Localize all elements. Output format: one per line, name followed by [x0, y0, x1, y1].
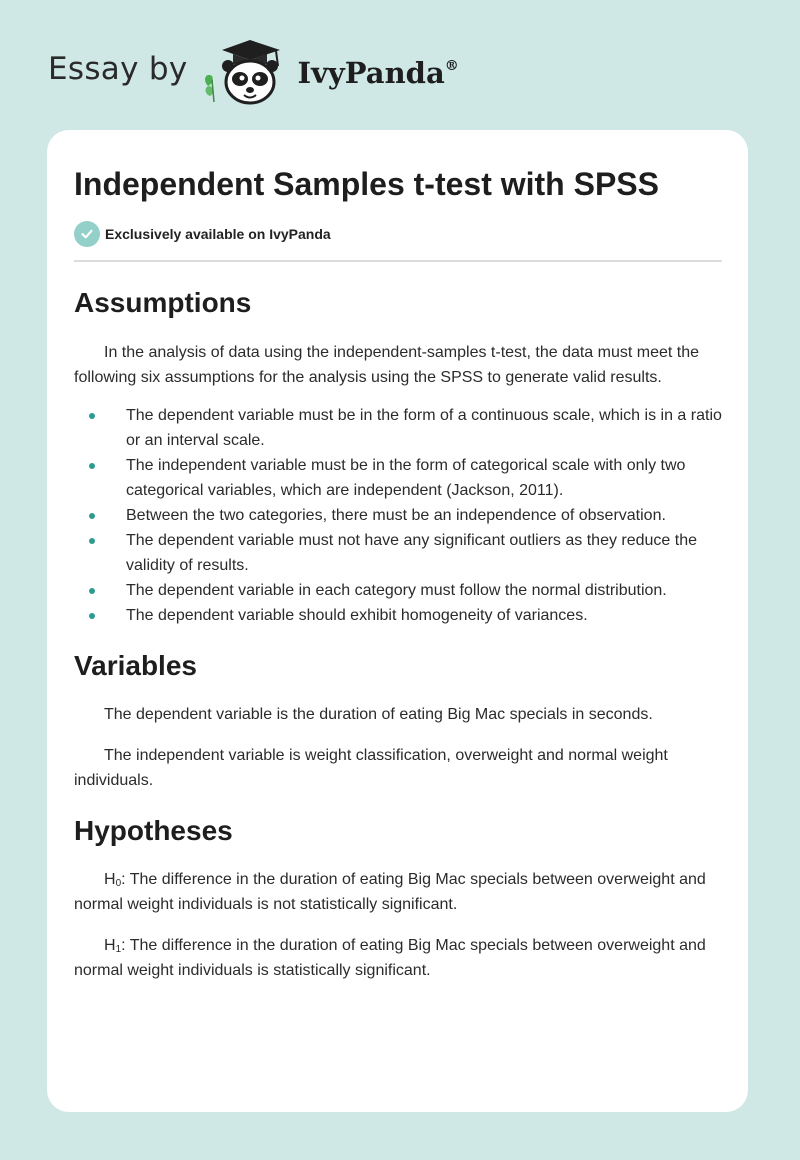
h0-subscript: 0	[115, 878, 122, 889]
panda-logo-icon[interactable]	[200, 36, 292, 108]
registered-mark: ®	[444, 58, 459, 74]
page-title: Independent Samples t-test with SPSS	[74, 166, 659, 202]
check-icon	[74, 221, 100, 247]
list-item: The dependent variable must not have any significant outliers as they reduce the validity of results.	[74, 528, 722, 578]
section-heading-assumptions: Assumptions	[74, 287, 252, 318]
h1-subscript: 1	[115, 944, 122, 955]
variables-dependent: The dependent variable is the duration of eating Big Mac specials in seconds.	[104, 706, 653, 723]
list-item: The dependent variable in each category must follow the normal distribution.	[74, 578, 722, 603]
list-item: The dependent variable should exhibit homogeneity of variances.	[74, 603, 722, 628]
exclusive-badge	[74, 220, 722, 248]
brand-name[interactable]	[298, 56, 459, 90]
divider	[74, 260, 722, 262]
h0-prefix: H	[104, 871, 116, 888]
assumptions-list	[74, 403, 722, 628]
essay-card	[47, 130, 748, 1112]
list-item: Between the two categories, there must be an independence of observation.	[74, 503, 722, 528]
section-heading-hypotheses: Hypotheses	[74, 815, 233, 846]
h1-text: : The difference in the duration of eating Big Mac specials between overweight and normal weight individuals is statistically significant.	[74, 937, 706, 979]
brand-text: IvyPanda	[297, 56, 445, 90]
site-header	[48, 36, 459, 108]
h0-text: : The difference in the duration of eating Big Mac specials between overweight and normal weight individuals is not statistically significant.	[74, 871, 706, 913]
list-item: The dependent variable must be in the form of a continuous scale, which is in a ratio or an interval scale.	[74, 403, 722, 453]
list-item: The independent variable must be in the form of categorical scale with only two categorical variables, which are independent (Jackson, 2011).	[74, 453, 722, 503]
variables-independent: The independent variable is weight classification, overweight and normal weight individuals.	[74, 747, 668, 789]
assumptions-intro: In the analysis of data using the independent-samples t-test, the data must meet the following six assumptions for the analysis using the SPSS to generate valid results.	[74, 344, 700, 386]
section-heading-variables: Variables	[74, 650, 197, 681]
h1-prefix: H	[104, 937, 116, 954]
hypothesis-alternative	[74, 933, 722, 983]
badge-text: Exclusively available on IvyPanda	[105, 226, 331, 242]
essay-by-label: Essay by	[48, 51, 188, 87]
hypothesis-null	[74, 867, 722, 917]
